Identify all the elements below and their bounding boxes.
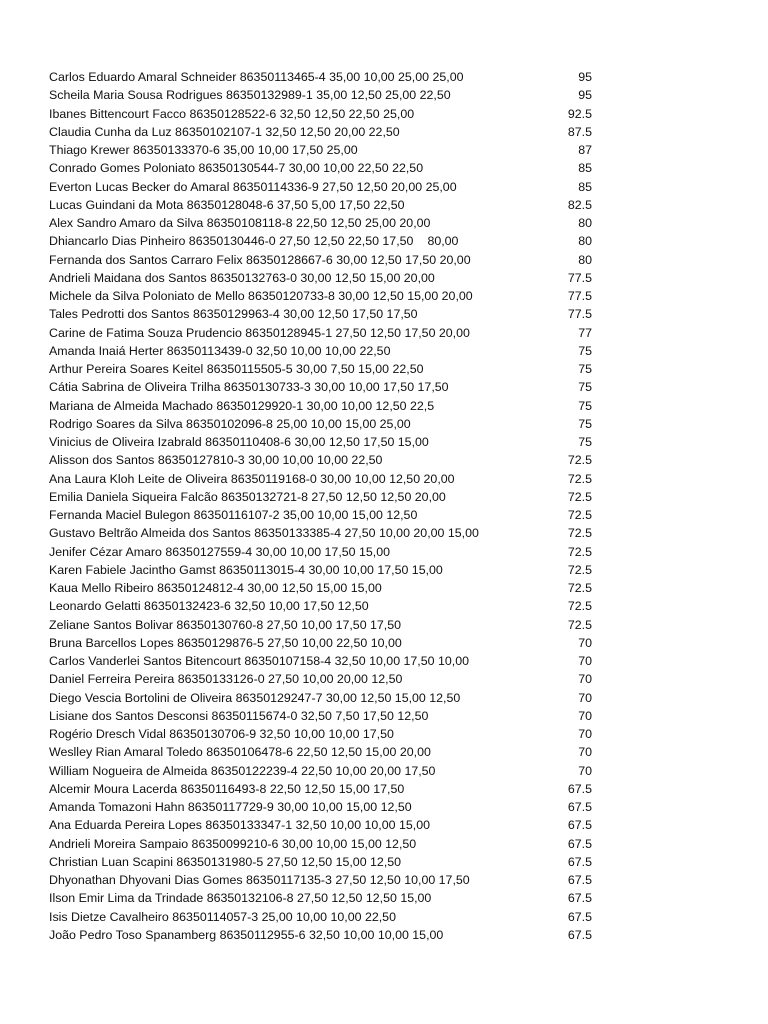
list-item (0, 488, 768, 506)
entry-text: Carlos Vanderlei Santos Bitencourt 86350107158-4 32,50 10,00 17,50 10,00 (49, 654, 469, 668)
final-score: 72.5 (567, 489, 592, 504)
final-score: 67.5 (567, 854, 592, 869)
final-score: 82.5 (567, 197, 592, 212)
student-entry-text (49, 689, 460, 707)
list-item (0, 871, 768, 889)
list-item (0, 634, 768, 652)
student-entry-text (49, 853, 401, 871)
entry-text: Thiago Krewer 86350133370-6 35,00 10,00 17,50 25,00 (49, 143, 358, 157)
list-item (0, 579, 768, 597)
list-item (0, 360, 768, 378)
final-score: 67.5 (567, 818, 592, 833)
final-score: 72.5 (567, 526, 592, 541)
list-item (0, 105, 768, 123)
entry-text: Arthur Pereira Soares Keitel 86350115505-5 30,00 7,50 15,00 22,50 (49, 362, 424, 376)
student-entry-text (49, 159, 423, 177)
list-item (0, 287, 768, 305)
student-entry-text (49, 707, 428, 725)
list-item (0, 269, 768, 287)
student-entry-text (49, 269, 435, 287)
entry-text: Cátia Sabrina de Oliveira Trilha 86350130733-3 30,00 10,00 17,50 17,50 (49, 380, 449, 395)
student-entry-text (49, 488, 446, 506)
entry-text: Andrieli Moreira Sampaio 86350099210-6 30,00 10,00 15,00 12,50 (49, 836, 417, 851)
list-item (0, 378, 768, 396)
final-score: 75 (578, 343, 592, 358)
student-entry-text (49, 725, 394, 743)
final-score: 70 (578, 654, 592, 668)
final-score: 75 (578, 435, 592, 449)
student-entry-text (49, 178, 457, 196)
list-item (0, 707, 768, 725)
list-item (0, 743, 768, 761)
list-item (0, 597, 768, 615)
final-score: 85 (578, 161, 592, 176)
student-entry-text (49, 470, 455, 488)
entry-text: Ilson Emir Lima da Trindade 86350132106-8 27,50 12,50 12,50 15,00 (49, 891, 432, 906)
final-score: 70 (578, 635, 592, 650)
student-entry-text (49, 597, 369, 615)
final-score: 72.5 (567, 508, 592, 522)
list-item (0, 506, 768, 524)
final-score: 67.5 (567, 927, 592, 942)
entry-text: Dhiancarlo Dias Pinheiro 86350130446-0 27,50 12,50 22,50 17,50 (49, 234, 414, 249)
entry-text: Leonardo Gelatti 86350132423-6 32,50 10,00 17,50 12,50 (49, 599, 369, 614)
list-item (0, 908, 768, 926)
student-entry-text (49, 780, 404, 798)
list-item (0, 196, 768, 214)
final-score: 72.5 (567, 599, 592, 614)
entry-text: Amanda Inaiá Herter 86350113439-0 32,50 10,00 10,00 22,50 (49, 343, 391, 358)
student-entry-text (49, 196, 405, 214)
final-score: 72.5 (567, 617, 592, 632)
student-entry-text (49, 451, 382, 469)
final-score: 70 (578, 763, 592, 778)
final-score: 80 (578, 252, 592, 267)
student-entry-text (49, 68, 463, 86)
student-entry-text (49, 342, 390, 360)
entry-text: Lucas Guindani da Mota 86350128048-6 37,50 5,00 17,50 22,50 (49, 197, 405, 212)
entry-text: William Nogueira de Almeida 86350122239-4 22,50 10,00 20,00 17,50 (49, 763, 436, 778)
list-item (0, 689, 768, 707)
list-item (0, 524, 768, 542)
final-score: 70 (578, 672, 592, 687)
final-score: 95 (578, 70, 592, 84)
final-score: 87.5 (567, 124, 592, 139)
entry-text: Dhyonathan Dhyovani Dias Gomes 86350117135-3 27,50 12,50 10,00 17,50 (49, 873, 470, 887)
list-item (0, 889, 768, 907)
student-entry-text (49, 141, 358, 159)
list-item (0, 324, 768, 342)
student-entry-text (49, 524, 479, 542)
entry-text: Diego Vescia Bortolini de Oliveira 86350129247-7 30,00 12,50 15,00 12,50 (49, 690, 461, 705)
entry-text: Vinicius de Oliveira Izabrald 86350110408-6 30,00 12,50 17,50 15,00 (49, 435, 429, 449)
final-score: 70 (578, 690, 592, 705)
student-entry-text (49, 324, 470, 342)
entry-text: Scheila Maria Sousa Rodrigues 86350132989-1 35,00 12,50 25,00 22,50 (49, 88, 451, 103)
final-score: 80 (578, 216, 592, 230)
final-score: 67.5 (567, 909, 592, 924)
list-item (0, 397, 768, 415)
entry-text: João Pedro Toso Spanamberg 86350112955-6 32,50 10,00 10,00 15,00 (49, 927, 444, 942)
student-entry-text (49, 378, 449, 396)
student-entry-text (49, 105, 414, 123)
final-score: 75 (578, 362, 592, 376)
entry-text: Zeliane Santos Bolivar 86350130760-8 27,50 10,00 17,50 17,50 (49, 617, 402, 632)
student-entry-text (49, 123, 400, 141)
entry-text: Mariana de Almeida Machado 86350129920-1 30,00 10,00 12,50 22,5 (49, 398, 435, 413)
list-item (0, 926, 768, 944)
list-item (0, 214, 768, 232)
student-entry-text (49, 287, 473, 305)
final-score: 77 (578, 325, 592, 340)
final-score: 77.5 (567, 289, 592, 303)
final-score: 67.5 (567, 800, 592, 814)
list-item (0, 561, 768, 579)
entry-text: Tales Pedrotti dos Santos 86350129963-4 30,00 12,50 17,50 17,50 (49, 307, 418, 322)
entry-text: Alcemir Moura Lacerda 86350116493-8 22,50 12,50 15,00 17,50 (49, 781, 405, 796)
list-item (0, 123, 768, 141)
entry-extra-value: 80,00 (427, 234, 459, 249)
student-entry-text (49, 506, 417, 524)
list-item (0, 141, 768, 159)
list-item (0, 342, 768, 360)
list-item (0, 86, 768, 104)
entry-text: Carlos Eduardo Amaral Schneider 86350113465-4 35,00 10,00 25,00 25,00 (49, 70, 464, 84)
student-entry-text (49, 86, 451, 104)
final-score: 70 (578, 708, 592, 723)
entry-text: Ana Eduarda Pereira Lopes 86350133347-1 32,50 10,00 10,00 15,00 (49, 818, 430, 833)
student-entry-text (49, 579, 382, 597)
list-item (0, 433, 768, 451)
student-entry-text (49, 415, 411, 433)
final-score: 72.5 (567, 544, 592, 559)
list-item (0, 232, 768, 250)
final-score: 72.5 (567, 453, 592, 468)
list-item (0, 725, 768, 743)
entry-text: Christian Luan Scapini 86350131980-5 27,50 12,50 15,00 12,50 (49, 854, 402, 869)
student-entry-text (49, 926, 443, 944)
student-entry-text (49, 616, 401, 634)
student-entry-text (49, 214, 430, 232)
final-score: 80 (578, 234, 592, 249)
final-score: 87 (578, 143, 592, 157)
student-entry-text (49, 251, 471, 269)
entry-text: Andrieli Maidana dos Santos 86350132763-0 30,00 12,50 15,00 20,00 (49, 270, 435, 285)
final-score: 92.5 (567, 106, 592, 121)
entry-text: Fernanda Maciel Bulegon 86350116107-2 35,00 10,00 15,00 12,50 (49, 508, 418, 522)
list-item (0, 470, 768, 488)
entry-text: Isis Dietze Cavalheiro 86350114057-3 25,00 10,00 10,00 22,50 (49, 909, 396, 924)
student-entry-text (49, 889, 431, 907)
entry-text: Amanda Tomazoni Hahn 86350117729-9 30,00 10,00 15,00 12,50 (49, 800, 412, 814)
final-score: 72.5 (567, 562, 592, 577)
entry-text: Conrado Gomes Poloniato 86350130544-7 30,00 10,00 22,50 22,50 (49, 161, 424, 176)
list-item (0, 816, 768, 834)
entry-text: Gustavo Beltrão Almeida dos Santos 86350133385-4 27,50 10,00 20,00 15,00 (49, 526, 479, 541)
entry-text: Alisson dos Santos 86350127810-3 30,00 10,00 10,00 22,50 (49, 453, 383, 468)
student-entry-text (49, 543, 390, 561)
student-entry-text (49, 908, 396, 926)
final-score: 77.5 (567, 307, 592, 322)
list-item (0, 68, 768, 86)
student-entry-text (49, 652, 469, 670)
entry-text: Karen Fabiele Jacintho Gamst 86350113015-4 30,00 10,00 17,50 15,00 (49, 562, 443, 577)
list-item (0, 251, 768, 269)
entry-text: Everton Lucas Becker do Amaral 86350114336-9 27,50 12,50 20,00 25,00 (49, 179, 457, 194)
final-score: 75 (578, 380, 592, 395)
list-item (0, 835, 768, 853)
entry-text: Bruna Barcellos Lopes 86350129876-5 27,50 10,00 22,50 10,00 (49, 635, 402, 650)
final-score: 72.5 (567, 581, 592, 595)
list-item (0, 616, 768, 634)
entry-text: Fernanda dos Santos Carraro Felix 86350128667-6 30,00 12,50 17,50 20,00 (49, 252, 471, 267)
list-item (0, 305, 768, 323)
list-item (0, 670, 768, 688)
final-score: 72.5 (567, 471, 592, 486)
entry-text: Jenifer Cézar Amaro 86350127559-4 30,00 10,00 17,50 15,00 (49, 544, 390, 559)
entry-text: Rogério Dresch Vidal 86350130706-9 32,50 10,00 10,00 17,50 (49, 727, 394, 741)
student-entry-text (49, 360, 424, 378)
entry-text: Ana Laura Kloh Leite de Oliveira 86350119168-0 30,00 10,00 12,50 20,00 (49, 471, 455, 486)
final-score: 95 (578, 88, 592, 103)
list-item (0, 853, 768, 871)
student-entry-text (49, 232, 458, 250)
final-score: 67.5 (567, 781, 592, 796)
student-entry-text (49, 634, 402, 652)
list-item (0, 415, 768, 433)
final-score: 75 (578, 416, 592, 431)
list-item (0, 762, 768, 780)
student-entry-text (49, 871, 470, 889)
student-entry-text (49, 397, 434, 415)
list-item (0, 780, 768, 798)
final-score: 85 (578, 179, 592, 194)
student-entry-text (49, 433, 429, 451)
entry-text: Alex Sandro Amaro da Silva 86350108118-8 22,50 12,50 25,00 20,00 (49, 216, 431, 230)
list-item (0, 652, 768, 670)
entry-text: Rodrigo Soares da Silva 86350102096-8 25,00 10,00 15,00 25,00 (49, 416, 411, 431)
list-item (0, 159, 768, 177)
student-entry-text (49, 798, 412, 816)
student-entry-text (49, 743, 431, 761)
final-score: 67.5 (567, 836, 592, 851)
final-score: 67.5 (567, 873, 592, 887)
list-item (0, 178, 768, 196)
student-entry-text (49, 305, 418, 323)
entry-text: Emilia Daniela Siqueira Falcão 86350132721-8 27,50 12,50 12,50 20,00 (49, 489, 446, 504)
entry-text: Lisiane dos Santos Desconsi 86350115674-0 32,50 7,50 17,50 12,50 (49, 708, 429, 723)
student-entry-text (49, 816, 430, 834)
final-score: 70 (578, 745, 592, 760)
final-score: 77.5 (567, 270, 592, 285)
entry-text: Claudia Cunha da Luz 86350102107-1 32,50 12,50 20,00 22,50 (49, 124, 400, 139)
student-entry-text (49, 561, 443, 579)
list-item (0, 543, 768, 561)
list-item (0, 451, 768, 469)
student-entry-text (49, 670, 402, 688)
score-list (0, 68, 768, 944)
entry-text: Weslley Rian Amaral Toledo 86350106478-6 22,50 12,50 15,00 20,00 (49, 745, 431, 760)
entry-text: Michele da Silva Poloniato de Mello 86350120733-8 30,00 12,50 15,00 20,00 (49, 289, 473, 303)
entry-text: Carine de Fatima Souza Prudencio 86350128945-1 27,50 12,50 17,50 20,00 (49, 325, 470, 340)
entry-text: Ibanes Bittencourt Facco 86350128522-6 32,50 12,50 22,50 25,00 (49, 106, 415, 121)
entry-text: Kaua Mello Ribeiro 86350124812-4 30,00 12,50 15,00 15,00 (49, 581, 382, 595)
student-entry-text (49, 762, 435, 780)
final-score: 70 (578, 727, 592, 741)
entry-text: Daniel Ferreira Pereira 86350133126-0 27,50 10,00 20,00 12,50 (49, 672, 403, 687)
final-score: 67.5 (567, 891, 592, 906)
list-item (0, 798, 768, 816)
final-score: 75 (578, 398, 592, 413)
student-entry-text (49, 835, 416, 853)
